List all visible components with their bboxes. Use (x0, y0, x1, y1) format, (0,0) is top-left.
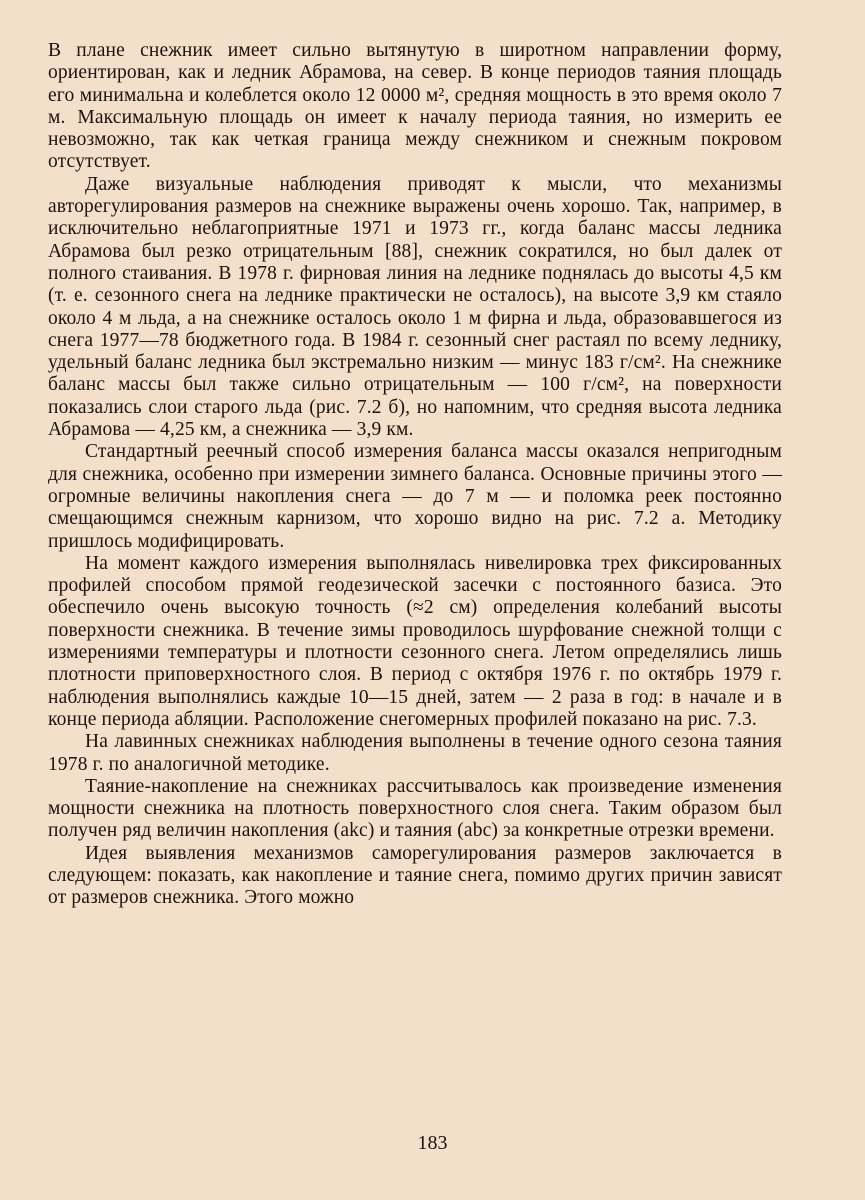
page-number: 183 (417, 1132, 448, 1154)
paragraph-2: Даже визуальные наблюдения приводят к мысли, что механизмы авторегулирования размеров на снежнике выражены очень хорошо. Так, например, в исключительно неблагоприятные 1971 и 1973 гг., когда баланс массы ледника Абрамова был резко отрицательным [88], снежник сократился, но был далек от полного стаивания. В 1978 г. фирновая линия на леднике поднялась до высоты 4,5 км (т. е. сезонного снега на леднике практически не осталось), на высоте 3,9 км стаяло около 4 м льда, а на снежнике осталось около 1 м фирна и льда, образовавшегося из снега 1977—78 бюджетного года. В 1984 г. сезонный снег растаял по всему леднику, удельный баланс ледника был экстремально низким — минус 183 г/см². На снежнике баланс массы был также сильно отрицательным — 100 г/см², на поверхности показались слои старого льда (рис. 7.2 б), но напомним, что средняя высота ледника Абрамова — 4,25 км, а снежника — 3,9 км. (48, 173, 782, 441)
paragraph-4: На момент каждого измерения выполнялась нивелировка трех фиксированных профилей способом прямой геодезической засечки с постоянного базиса. Это обеспечило очень высокую точность (≈2 см) определения колебаний высоты поверхности снежника. В течение зимы проводилось шурфование снежной толщи с измерениями температуры и плотности сезонного снега. Летом определялись лишь плотности приповерхностного слоя. В период с октября 1976 г. по октябрь 1979 г. наблюдения выполнялись каждые 10—15 дней, затем — 2 раза в год: в начале и в конце периода абляции. Расположение снегомерных профилей показано на рис. 7.3. (48, 552, 782, 730)
paragraph-3: Стандартный реечный способ измерения баланса массы оказался непригодным для снежника, особенно при измерении зимнего баланса. Основные причины этого — огромные величины накопления снега — до 7 м — и поломка реек постоянно смещающимся снежным карнизом, что хорошо видно на рис. 7.2 а. Методику пришлось модифицировать. (48, 441, 782, 552)
paragraph-1: В плане снежник имеет сильно вытянутую в широтном направлении форму, ориентирован, как и ледник Абрамова, на север. В конце периодов таяния площадь его минимальна и колеблется около 12 0000 м², средняя мощность в это время около 7 м. Максимальную площадь он имеет к началу периода таяния, но измерить ее невозможно, так как четкая граница между снежником и снежным покровом отсутствует. (48, 40, 782, 173)
paragraph-7: Идея выявления механизмов саморегулирования размеров заключается в следующем: показать, как накопление и таяние снега, помимо других причин зависят от размеров снежника. Этого можно (48, 842, 782, 909)
paragraph-5: На лавинных снежниках наблюдения выполнены в течение одного сезона таяния 1978 г. по аналогичной методике. (48, 731, 782, 775)
paragraph-6: Таяние-накопление на снежниках рассчитывалось как произведение изменения мощности снежника на плотность поверхностного слоя снега. Таким образом был получен ряд величин накопления (akc) и таяния (abc) за конкретные отрезки времени. (48, 775, 782, 842)
body-text (48, 40, 782, 910)
